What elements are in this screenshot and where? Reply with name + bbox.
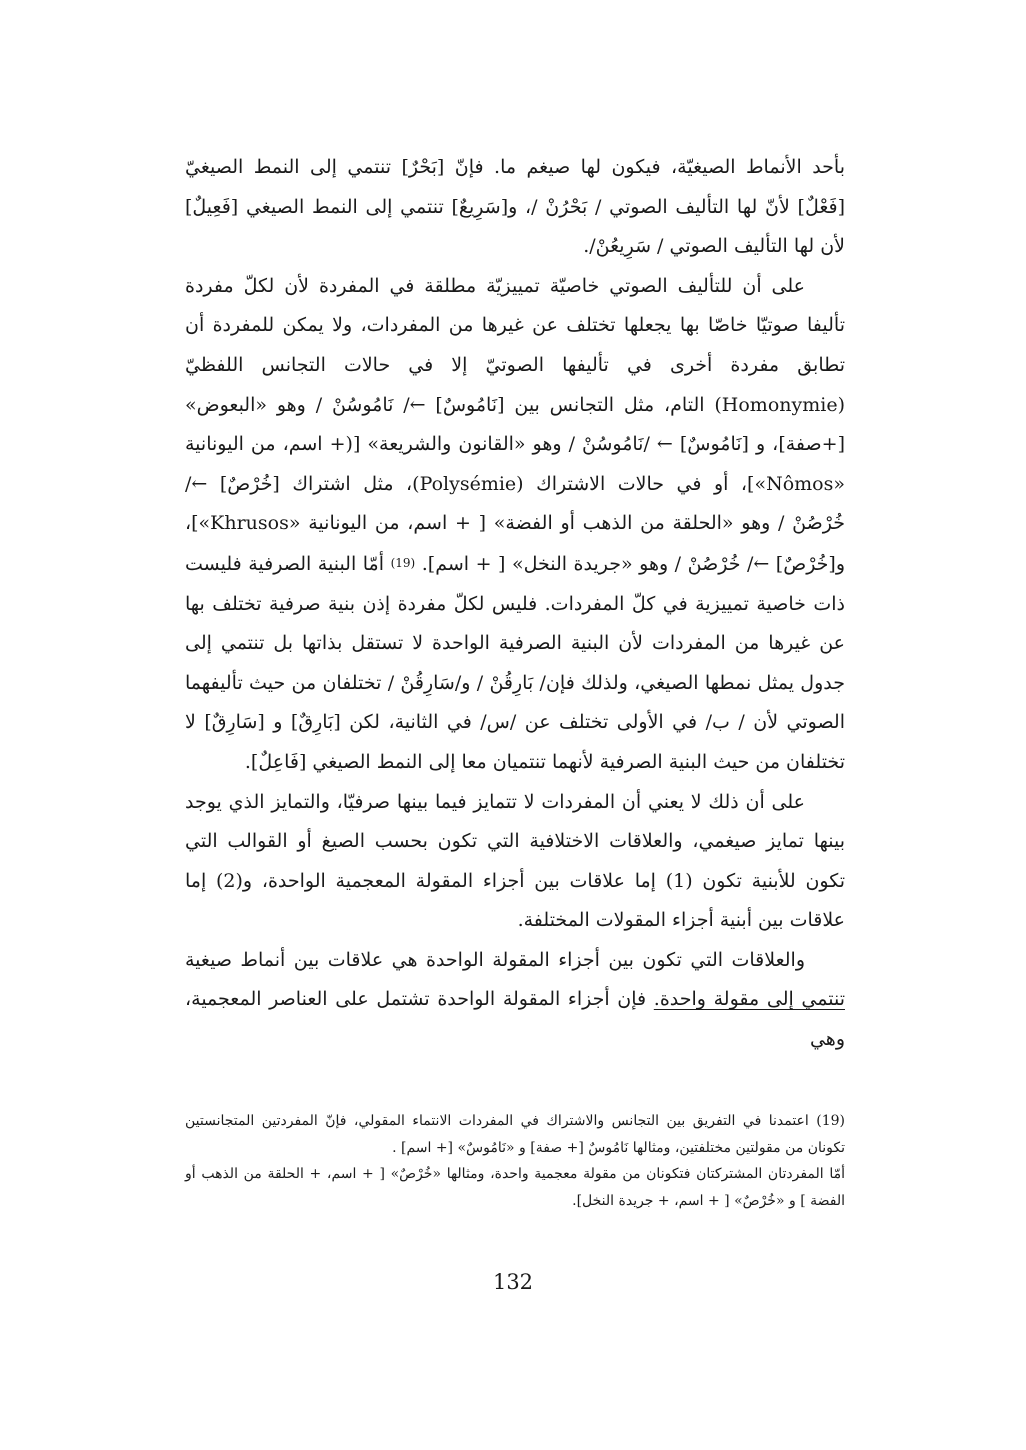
paragraph-2-part-a: على أن للتأليف الصوتي خاصيّة تمييزيّة مطلقة في المفردة لأن لكلّ مفردة تأليفا صوتيّا خاصّا بها يجعلها تختلف عن غيرها من المفردات، ولا يمكن للمفردة أن تطابق مفردة أخرى في تأليفها الصوتيّ إلا في حالات التجانس اللفظيّ (Homonymie) التام، مثل التجانس بين [نَامُوسٌ] ←/ نَامُوسُنْ / وهو «البعوض» [+صفة]، و [نَامُوسٌ] ← /نَامُوسُنْ / وهو «القانون والشريعة» [(+ اسم، من اليونانية «Nômos»]، أو في حالات الاشتراك (Polysémie)، مثل اشتراك [خُرْصٌ] ←/ خُرْصُنْ / وهو «الحلقة من الذهب أو الفضة» [ + اسم، من اليونانية «Khrusos»]، و[خُرْصٌ] ←/ خُرْصُنْ / وهو «جريدة النخل» [ + اسم]. bbox=[185, 274, 846, 575]
paragraph-4-underlined: تنتمي إلى مقولة واحدة. bbox=[653, 988, 845, 1011]
footnotes bbox=[185, 1108, 845, 1214]
paragraph-3: على أن ذلك لا يعني أن المفردات لا تتمايز فيما بينها صرفيّا، والتمايز الذي يوجد بينها تمايز صيغمي، والعلاقات الاختلافية التي تكون بحسب الصيغ أو القوالب التي تكون للأبنية تكون (1) إما علاقات بين أجزاء المقولة المعجمية الواحدة، و(2) إما علاقات بين أبنية أجزاء المقولات المختلفة. bbox=[185, 790, 845, 932]
paragraph-2-part-b: أمّا البنية الصرفية فليست ذات خاصية تمييزية في كلّ المفردات. فليس لكلّ مفردة إذن بنية صرفية تختلف بها عن غيرها من المفردات لأن البنية الصرفية الواحدة لا تستقل بذاتها بل تنتمي إلى جدول يمثل نمطها الصيغي، ولذلك فإن/ بَارِقُنْ / و/سَارِقُنْ / تختلفان من حيث تأليفهما الصوتي لأن / ب/ في الأولى تختلف عن /س/ في الثانية، لكن [بَارِقٌ] و [سَارِقٌ] لا تختلفان من حيث البنية الصرفية لأنهما تنتميان معا إلى النمط الصيغي [فَاعِلٌ]. bbox=[185, 552, 845, 773]
paragraph-4-part-c: فإن أجزاء المقولة الواحدة تشتمل على العناصر المعجمية، وهي bbox=[185, 988, 845, 1051]
paragraph-4-part-a: والعلاقات التي تكون بين أجزاء المقولة الواحدة هي علاقات بين أنماط صيغية bbox=[185, 948, 805, 971]
paragraph-2 bbox=[185, 267, 845, 783]
footnote-reference-19: (19) bbox=[390, 555, 416, 570]
footnote-19-line-1: (19) اعتمدنا في التفريق بين التجانس والاشتراك في المفردات الانتماء المقولي، فإنّ المفردتين المتجانستين تكونان من مقولتين مختلفتين، ومثالها نَامُوسٌ [+ صفة] و «نَامُوسٌ» [+ اسم] . bbox=[185, 1113, 845, 1156]
footnote-19-line-2: أمّا المفردتان المشتركتان فتكونان من مقولة معجمية واحدة، ومثالها «خُرْصٌ» [ + اسم، + الحلقة من الذهب أو الفضة ] و «خُرْصٌ» [ + اسم، + جريدة النخل]. bbox=[185, 1166, 845, 1209]
page-number: 132 bbox=[492, 1270, 534, 1294]
paragraph-4 bbox=[185, 941, 845, 1060]
body-text bbox=[185, 148, 845, 1060]
paragraph-1: بأحد الأنماط الصيغيّة، فيكون لها صيغم ما. فإنّ [بَحْرٌ] تنتمي إلى النمط الصيغيّ [فَعْلٌ] لأنّ لها التأليف الصوتي / بَحْرُنْ /، و[سَرِيعٌ] تنتمي إلى النمط الصيغي [فَعِيلٌ] لأن لها التأليف الصوتي / سَرِيعُنْ/. bbox=[185, 156, 845, 258]
